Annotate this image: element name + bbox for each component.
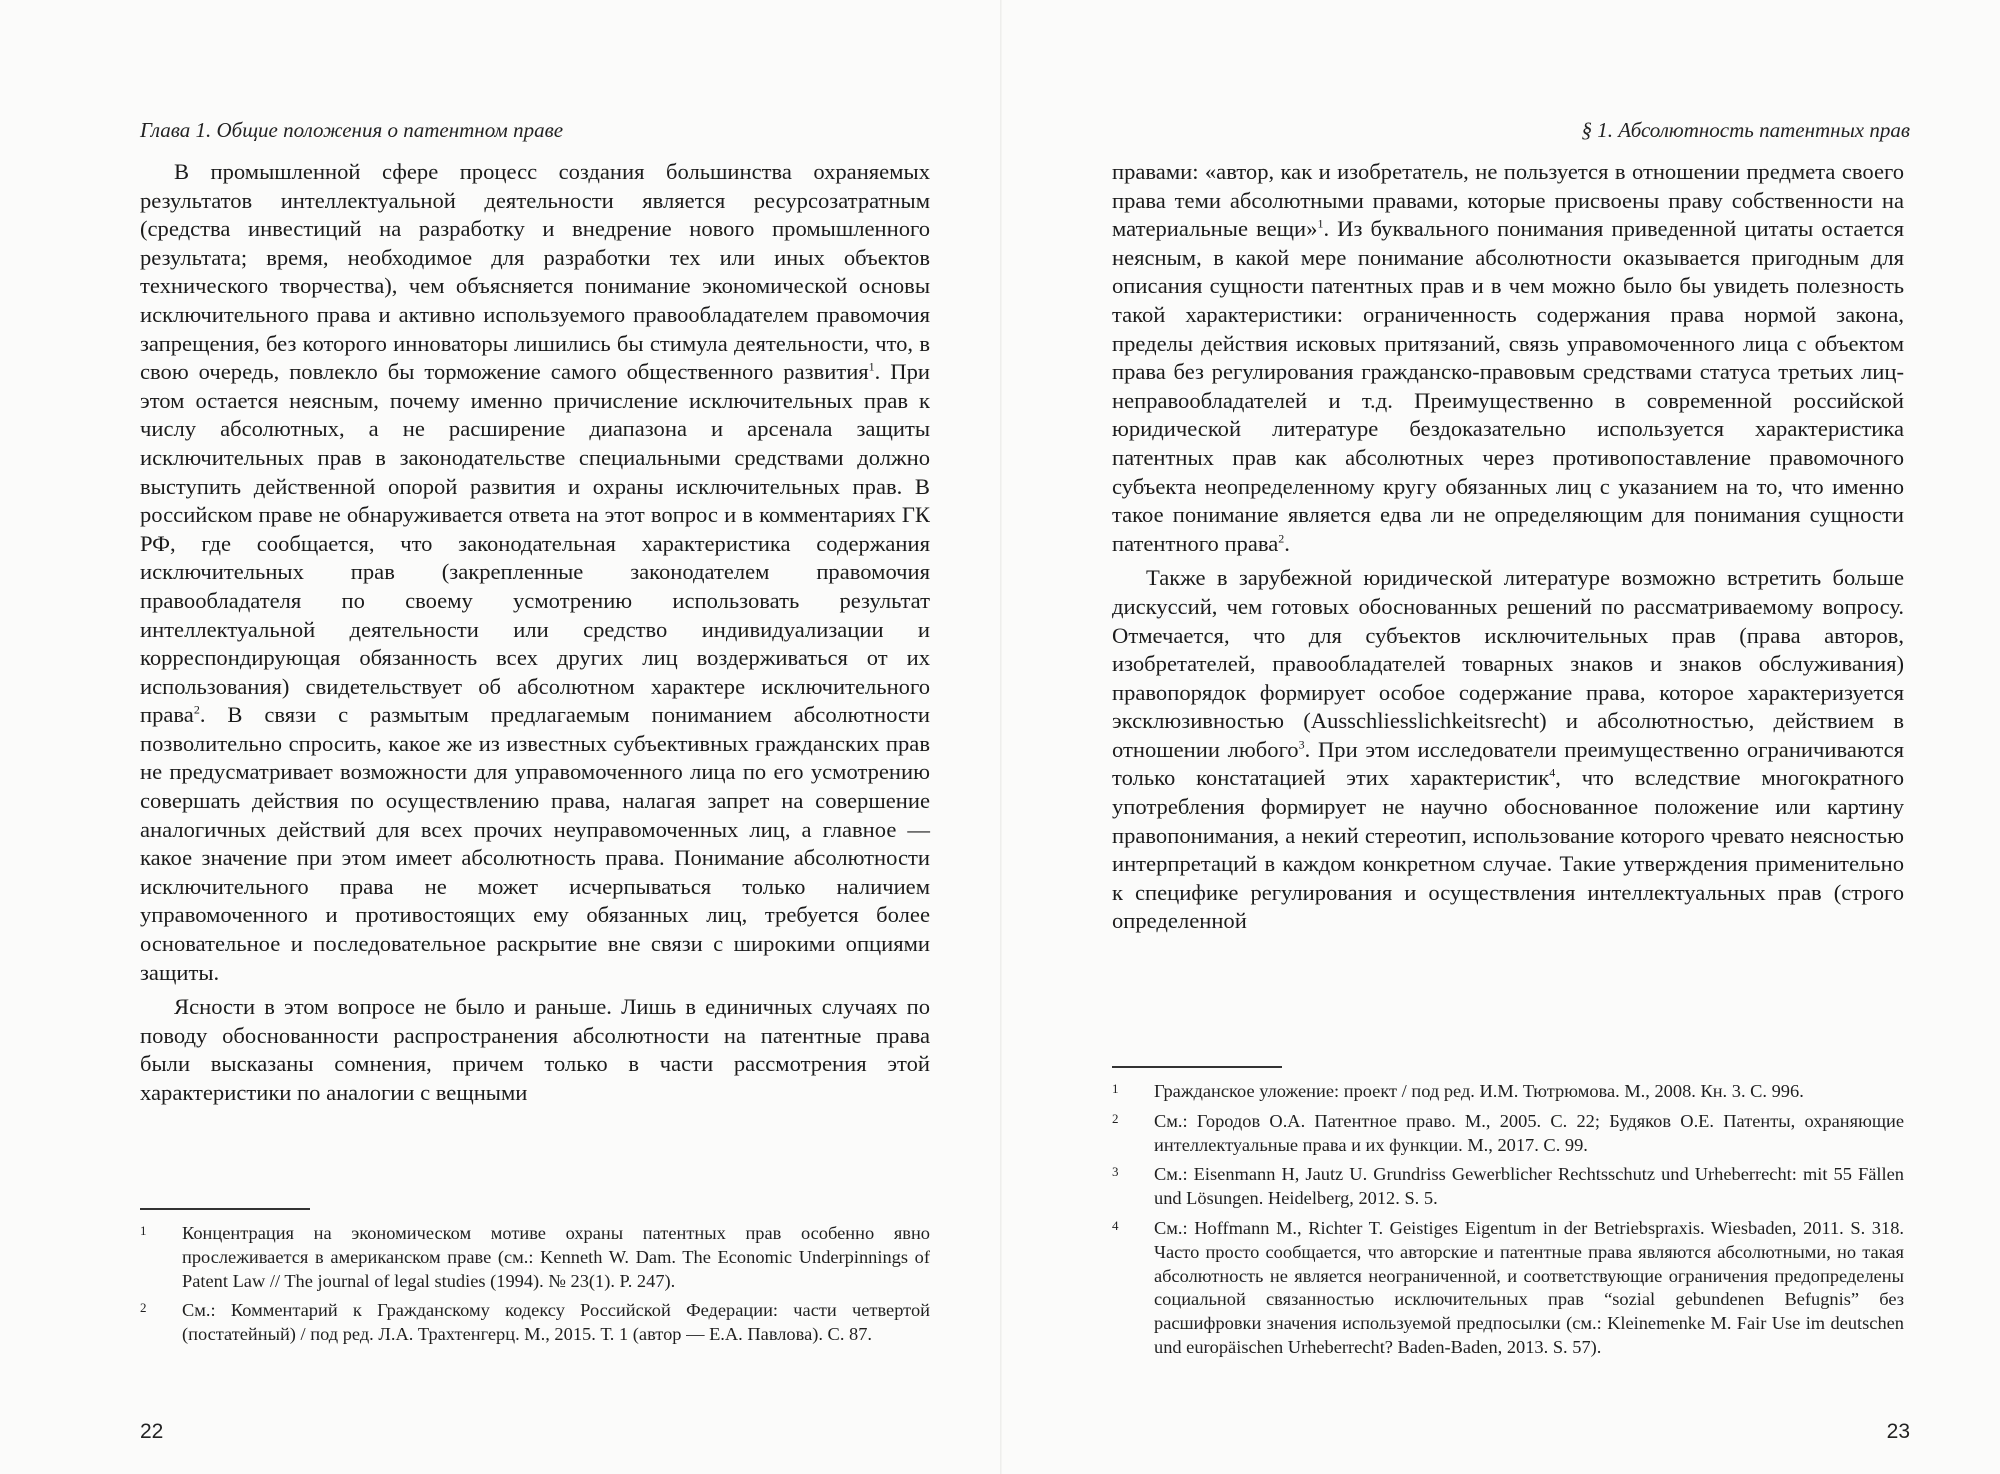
footnote-ref-3: 3 <box>1298 737 1305 752</box>
right-paragraph-1: правами: «автор, как и изобретатель, не пользуется в отношении предмета своего права теми абсолютными правами, которые присвоены праву собственности на материальные вещи»$^1$. Из буквального понимания приведенной цитаты остается неясным, в какой мере понимание абсолютности оказывается пригодным для описания сущности патентных прав и в чем можно было бы увидеть полезность такой характеристики: ограниченность содержания права нормой закона, пределы действия исковых притязаний, связь управомоченного лица с объектом права без регулирования гражданско-правовым средствами статуса третьих лиц-неправообладателей и т.д. Преимущественно в современной российской юридической литературе бездоказательно используется характеристика патентных прав как абсолютных через противопоставление правомочного субъекта неопределенному кругу обязанных лиц с указанием на то, что именно такое понимание является едва ли не определяющим для понимания сущности патентного права$^2$. <box>1112 159 1905 556</box>
right-page-body <box>1112 158 1904 936</box>
footnote <box>1112 1110 1904 1158</box>
footnotes-right <box>1112 1080 1904 1366</box>
footnote-number: 1 <box>1112 1081 1119 1096</box>
page-number-left: 22 <box>140 1420 164 1443</box>
footnote-number: 3 <box>1112 1164 1119 1180</box>
footnote <box>1112 1080 1904 1104</box>
left-paragraph-2: Ясности в этом вопросе не было и раньше. Лишь в единичных случаях по поводу обоснованности распространения абсолютности на патентные права были высказаны сомнения, причем только в части рассмотрения этой характеристики по аналогии с вещными <box>140 994 930 1105</box>
footnote <box>140 1299 930 1347</box>
footnote <box>1112 1217 1904 1360</box>
footnote-text: См.: Eisenmann H, Jautz U. Grundriss Gewerblicher Rechtsschutz und Urheberrecht: mit 55 Fällen und Lösungen. Heidelberg, 2012. S. 5. <box>1154 1164 1904 1209</box>
footnote-ref-1: 1 <box>868 359 875 374</box>
footnote-ref-2: 2 <box>193 702 200 717</box>
footnote-text: См.: Городов О.А. Патентное право. М., 2005. С. 22; Будяков О.Е. Патенты, охраняющие интеллектуальные права и их функции. М., 2017. С. 99. <box>1154 1110 1904 1155</box>
left-paragraph-1: В промышленной сфере процесс создания большинства охраняемых результатов интеллектуальной деятельности является ресурсозатратным (средства инвестиций на разработку и внедрение нового промышленного результата; время, необходимое для разработки тех или иных объектов технического творчества), чем объясняется понимание экономической основы исключительного права и активно используемого правообладателем правомочия запрещения, без которого инноваторы лишились бы стимула деятельности, что, в свою очередь, повлекло бы торможение самого общественного развития$^1$. При этом остается неясным, почему именно причисление исключительных прав к числу абсолютных, а не расширение диапазона и арсенала защиты исключительных прав в законодательстве специальными средствами должно выступить действенной опорой развития и охраны исключительных прав. В российском праве не обнаруживается ответа на этот вопрос и в комментариях ГК РФ, где сообщается, что законодательная характеристика содержания исключительных прав (закрепленные законодателем правомочия правообладателя по своему усмотрению использовать результат интеллектуальной деятельности или средство индивидуализации и корреспондирующая обязанность всех других лиц воздерживаться от их использования) свидетельствует об абсолютном характере исключительного права$^2$. В связи с размытым предлагаемым пониманием абсолютности позволительно спросить, какое же из известных субъективных гражданских прав не предусматривает возможности для управомоченного лица по его усмотрению совершать действия по осуществлению права, налагая запрет на совершение аналогичных действий для всех прочих неуправомоченных лиц, а главное — какое значение при этом имеет абсолютность права. Понимание абсолютности исключительного права не может исчерпываться только наличием управомоченного и противостоящих ему обязанных лиц, требуется более основательное и последовательное раскрытие вне связи с широкими опциями защиты. <box>140 159 930 985</box>
running-head-right: § 1. Абсолютность патентных прав <box>1581 118 1910 142</box>
footnote-text: См.: Комментарий к Гражданскому кодексу Российской Федерации: части четвертой (постатейный) / под ред. Л.А. Трахтенгерц. М., 2015. Т. 1 (автор — Е.А. Павлова). С. 87. <box>182 1300 930 1345</box>
footnote-separator-left <box>140 1208 310 1210</box>
footnote-text: Гражданское уложение: проект / под ред. И.М. Тютрюмова. М., 2008. Кн. 3. С. 996. <box>1154 1081 1804 1101</box>
footnotes-left <box>140 1222 930 1353</box>
footnote-text: См.: Hoffmann M., Richter T. Geistiges Eigentum in der Betriebspraxis. Wiesbaden, 2011. S. 318. Часто просто сообщается, что авторские и патентные права являются абсолютными, но такая абсолютность не является неограниченной, и соответствующие ограничения предопределены социальной связанностью исключительных прав “sozial gebundenen Befugnis” без расшифровки значения используемой предпосылки (см.: Kleinemenke M. Fair Use im deutschen und europäischen Urheberrecht? Baden-Baden, 2013. S. 57). <box>1154 1217 1904 1357</box>
running-head-left: Глава 1. Общие положения о патентном праве <box>140 118 564 142</box>
footnote <box>140 1222 930 1293</box>
footnote-ref-4: 4 <box>1549 765 1556 780</box>
footnote-ref-1: 1 <box>1317 216 1324 231</box>
footnote-ref-2: 2 <box>1278 531 1285 546</box>
footnote-number: 2 <box>140 1300 147 1316</box>
page-number-right: 23 <box>1886 1420 1910 1443</box>
right-paragraph-2: Также в зарубежной юридической литературе возможно встретить больше дискуссий, чем готовых обоснованных решений по рассматриваемому вопросу. Отмечается, что для субъектов исключительных прав (права авторов, изобретателей, правообладателей товарных знаков и знаков обслуживания) правопорядок формирует особое содержание права, которое характеризуется эксклюзивностью (Ausschliesslichkeitsrecht) и абсолютностью, действием в отношении любого$^3$. При этом исследователи преимущественно ограничиваются только констатацией этих характеристик$^4$, что вследствие многократного употребления формирует не научно обоснованное положение или картину правопонимания, а некий стереотип, использование которого чревато неясностью интерпретаций в каждом конкретном случае. Такие утверждения применительно к специфике регулирования и осуществления интеллектуальных прав (строго определенной <box>1112 565 1905 934</box>
footnote-number: 2 <box>1112 1110 1119 1126</box>
footnote-number: 4 <box>1112 1217 1119 1233</box>
footnote-separator-right <box>1112 1066 1282 1068</box>
footnote-number: 1 <box>140 1223 147 1238</box>
left-page-body <box>140 158 930 1108</box>
footnote-text: Концентрация на экономическом мотиве охраны патентных прав особенно явно прослеживается в американском праве (см.: Kenneth W. Dam. The Economic Underpinnings of Patent Law // The journal of legal studies (1994). № 23(1). P. 247). <box>182 1223 930 1291</box>
right-page <box>1002 0 2000 1474</box>
footnote <box>1112 1163 1904 1211</box>
